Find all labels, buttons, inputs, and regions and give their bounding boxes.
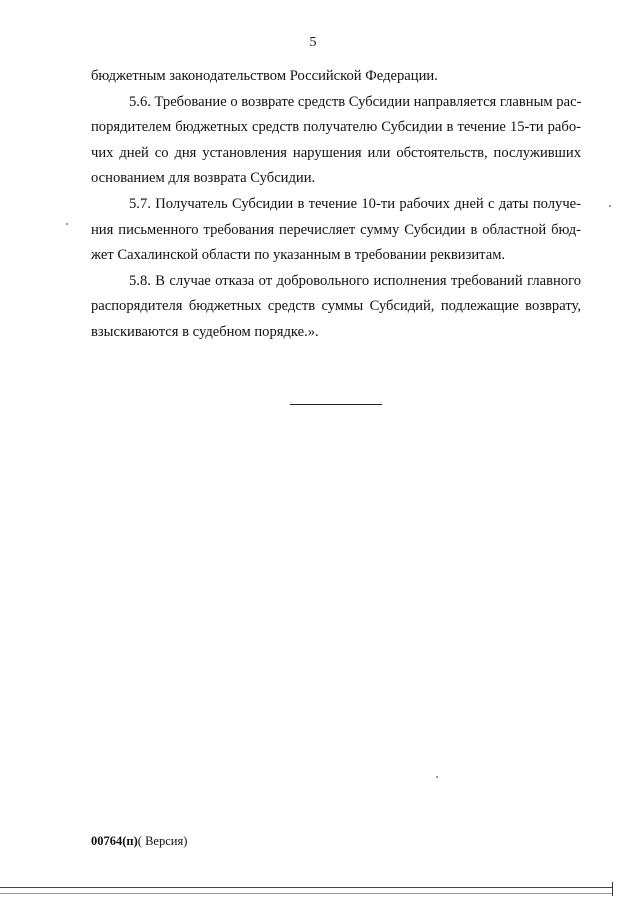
scan-edge-line-secondary [0,893,612,894]
scan-speck [609,205,611,207]
paragraph-line: чих дней со дня установления нарушения или обстоятельств, послуживших [91,144,581,161]
end-separator-line [290,404,382,405]
paragraph-line: 5.6. Требование о возврате средств Субсидии направляется главным рас- [129,93,582,110]
paragraph-line: жет Сахалинской области по указанным в требовании реквизитам. [91,247,506,264]
scan-speck [436,776,438,778]
document-code-version: ( Версия) [137,834,188,848]
paragraph-line: распорядителя бюджетных средств суммы Субсидий, подлежащие возврату, [91,298,581,315]
paragraph-line: ния письменного требования перечисляет сумму Субсидии в областной бюд- [91,221,581,238]
document-code [91,834,187,849]
scan-edge-line [0,887,612,888]
paragraph-line: основанием для возврата Субсидии. [91,170,316,187]
paragraph-line: 5.7. Получатель Субсидии в течение 10-ти рабочих дней с даты получе- [129,195,581,212]
paragraph-line: бюджетным законодательством Российской Федерации. [91,68,438,84]
paragraph-line: порядителем бюджетных средств получателю Субсидии в течение 15-ти рабо- [91,119,581,136]
document-body [91,64,581,346]
paragraph-line: 5.8. В случае отказа от добровольного исполнения требований главного [129,272,581,289]
scan-edge-tick [612,882,613,896]
paragraph-line: взыскиваются в судебном порядке.». [91,323,319,340]
document-code-number: 00764(п) [91,834,138,848]
page-number: 5 [309,35,317,50]
scan-speck [66,223,68,225]
